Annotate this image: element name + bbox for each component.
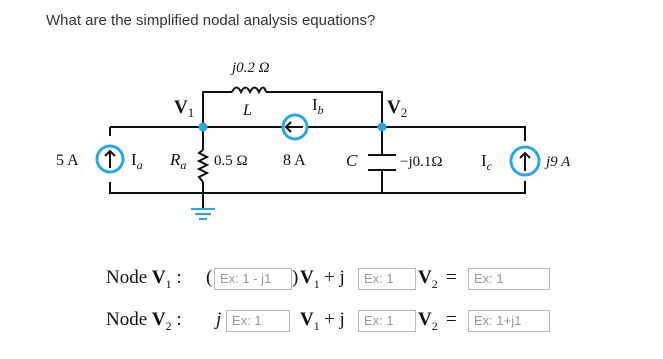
ground-icon [191,209,215,219]
source-c-value: j9 A [546,154,571,170]
eq1-equals: = [446,267,457,288]
resistor-value: 0.5 Ω [214,153,248,169]
eq1-var2: $V_2$ [418,267,438,291]
inductor-value: j0.2 Ω [232,60,270,76]
capacitor-icon [368,155,396,170]
node-v2-label: $V_2$ [387,97,408,120]
source-b-value: 8 A [283,152,306,169]
eq1-coef1-input[interactable]: Ex: 1 - j1 [214,268,292,290]
question-text: What are the simplified nodal analysis equations? [46,12,376,29]
eq2-coef2-input[interactable]: Ex: 1 [358,310,416,332]
ib-label: $I_b$ [312,95,324,117]
eq1-close-paren: ) [292,267,299,288]
eq2-rhs-input[interactable]: Ex: 1+j1 [468,310,550,332]
node-v2-dot [378,123,387,132]
eq2-label: Node $V_2$ : [106,309,182,333]
resistor-icon [199,150,207,182]
node-v1-label: $V_1$ [174,97,195,120]
capacitor-name: C [346,151,358,170]
eq2-plus-j: + j [324,309,345,330]
eq1-var1: $V_1$ [300,267,320,291]
eq1-coef2-input[interactable]: Ex: 1 [358,268,416,290]
eq2-j: j [216,309,222,330]
resistor-label: $R_a$ [170,150,187,172]
capacitor-value: −j0.1Ω [400,154,443,170]
node-v1-dot [199,123,208,132]
eq1-open-paren: ( [206,267,213,288]
inductor-name: L [243,102,252,119]
source-c-label: $I_c$ [481,151,492,173]
eq1-plus-j: + j [324,267,345,288]
eq1-rhs-input[interactable]: Ex: 1 [468,268,550,290]
source-a-value: 5 A [56,152,79,169]
inductor-icon [232,88,266,93]
eq1-label: Node $V_1$ : [106,267,182,291]
eq2-coef1-input[interactable]: Ex: 1 [226,310,290,332]
eq2-var1: $V_1$ [300,309,320,333]
eq2-var2: $V_2$ [418,309,438,333]
eq2-equals: = [446,309,457,330]
source-a-label: $I_a$ [131,150,143,172]
